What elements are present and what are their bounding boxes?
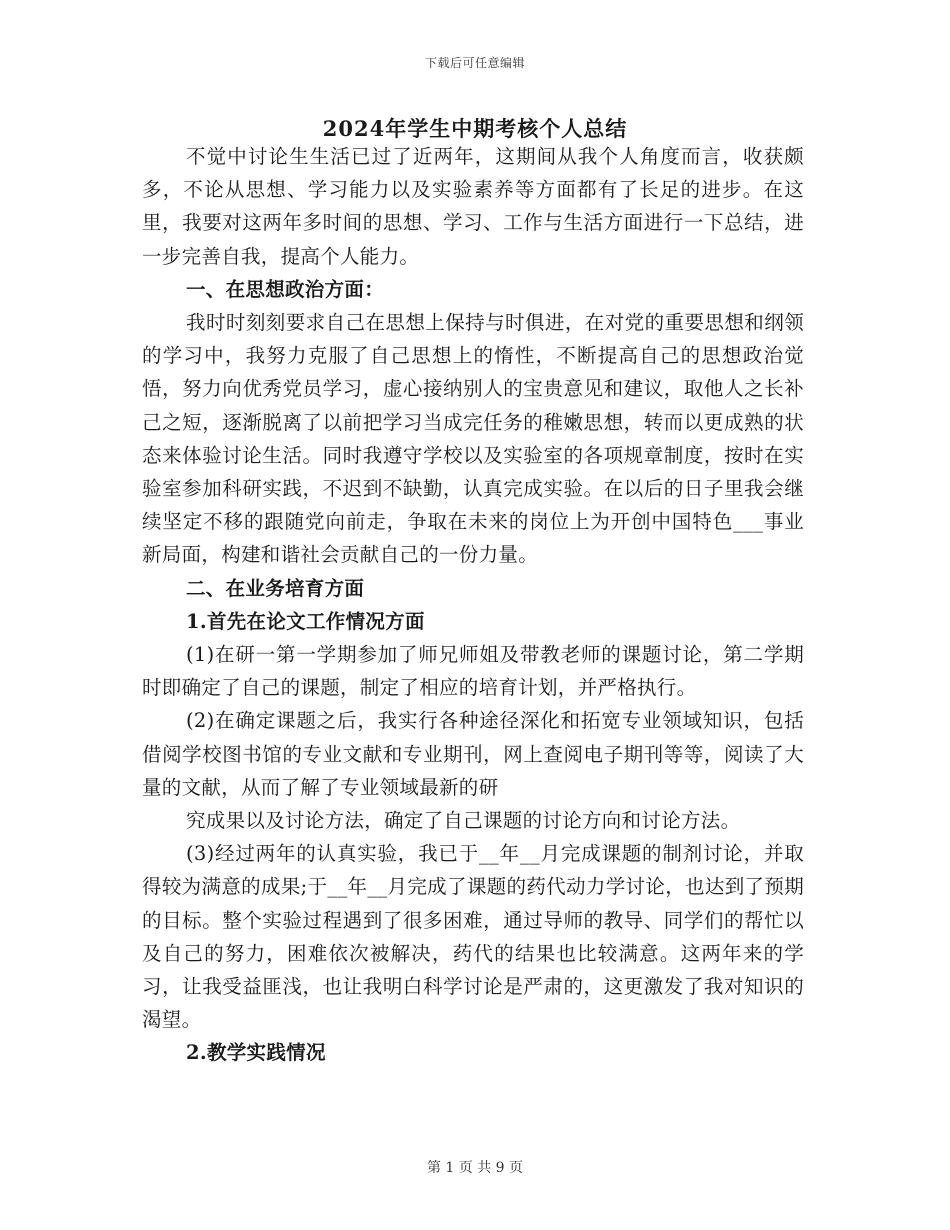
thesis-paragraph-2-continued: 究成果以及讨论方法，确定了自己课题的讨论方向和讨论方法。	[186, 809, 741, 833]
thesis-paragraph-3: (3)经过两年的认真实验，我已于__年__月完成课题的制剂讨论，并取得较为满意的成果;于__年__月完成了课题的药代动力学讨论，也达到了预期的目标。整个实验过程遇到了很多困难，通过导师的教导、同学们的帮忙以及自己的努力，困难依次被解决，药代的结果也比较满意。这两年来的学习，让我受益匪浅，也让我明白科学讨论是严肃的，这更激发了我对知识的渴望。	[142, 842, 804, 1032]
intro-paragraph: 不觉中讨论生生活已过了近两年，这期间从我个人角度而言，收获颇多，不论从思想、学习能力以及实验素养等方面都有了长足的进步。在这里，我要对这两年多时间的思想、学习、工作与生活方面进行一下总结，进一步完善自我，提高个人能力。	[142, 145, 804, 268]
thesis-paragraph-1: (1)在研一第一学期参加了师兄师姐及带教老师的课题讨论，第二学期时即确定了自己的课题，制定了相应的培育计划，并严格执行。	[142, 643, 804, 700]
section-heading-training: 二、在业务培育方面	[186, 576, 365, 600]
section-heading-ideology: 一、在思想政治方面：	[186, 277, 385, 301]
subsection-heading-thesis: 1.首先在论文工作情况方面	[186, 609, 425, 633]
page-number: 第 1 页 共 9 页	[426, 1160, 524, 1176]
subsection-heading-teaching: 2.教学实践情况	[186, 1041, 326, 1065]
page-title: 2024年学生中期考核个人总结	[322, 116, 628, 141]
document-body	[142, 140, 804, 1070]
page-header-note: 下载后可任意编辑	[424, 56, 525, 70]
ideology-paragraph: 我时时刻刻要求自己在思想上保持与时俱进，在对党的重要思想和纲领的学习中，我努力克服了自己思想上的惰性，不断提高自己的思想政治觉悟，努力向优秀党员学习，虚心接纳别人的宝贵意见和建议，取他人之长补己之短，逐渐脱离了以前把学习当成完任务的稚嫩思想，转而以更成熟的状态来体验讨论生活。同时我遵守学校以及实验室的各项规章制度，按时在实验室参加科研实践，不迟到不缺勤，认真完成实验。在以后的日子里我会继续坚定不移的跟随党向前走，争取在未来的岗位上为开创中国特色___事业新局面，构建和谐社会贡献自己的一份力量。	[142, 311, 804, 567]
thesis-paragraph-2: (2)在确定课题之后，我实行各种途径深化和拓宽专业领域知识，包括借阅学校图书馆的专业文献和专业期刊，网上查阅电子期刊等等，阅读了大量的文献，从而了解了专业领域最新的研	[142, 709, 804, 799]
